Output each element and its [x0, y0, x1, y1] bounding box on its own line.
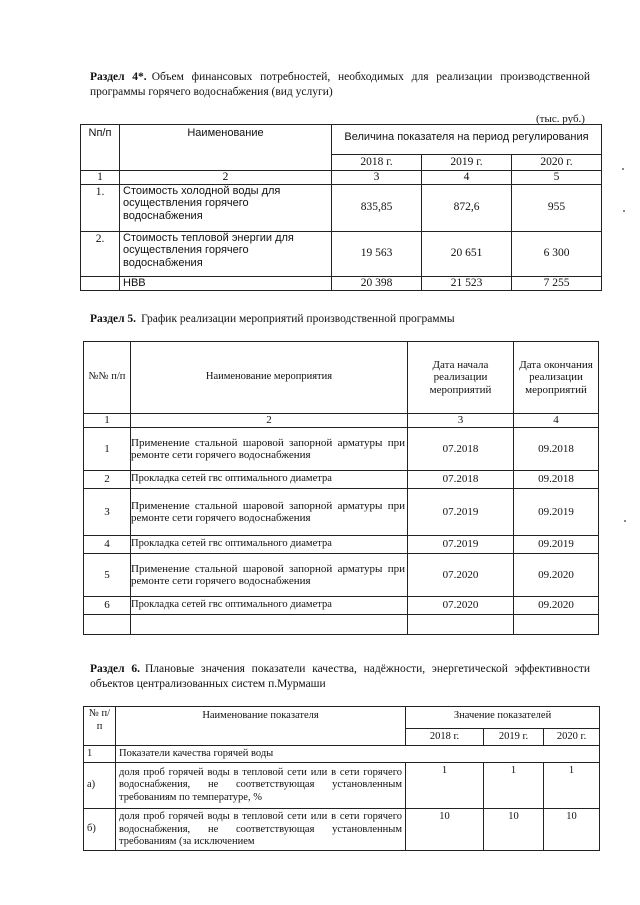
- table-row: [84, 536, 599, 554]
- row-name: Применение стальной шаровой запорной арматуры при ремонте сети горячего водоснабжения: [131, 489, 408, 536]
- index-cell: 3: [408, 414, 514, 428]
- row-name: НВВ: [120, 276, 332, 290]
- empty-cell: [84, 615, 131, 635]
- row-end: 09.2018: [514, 428, 599, 471]
- header-start: Дата начала реализации мероприятий: [408, 342, 514, 414]
- row-end: 09.2019: [514, 489, 599, 536]
- row-value-2019: 21 523: [422, 276, 512, 290]
- header-year-2019: 2019 г.: [484, 729, 544, 746]
- row-value-2018: 10: [406, 809, 484, 851]
- header-name: Наименование: [120, 125, 332, 171]
- row-start: 07.2018: [408, 471, 514, 489]
- row-num: 3: [84, 489, 131, 536]
- index-cell: 2: [131, 414, 408, 428]
- index-cell: 2: [120, 171, 332, 185]
- row-value-2020: 955: [512, 184, 602, 231]
- row-value-2019: 1: [484, 763, 544, 809]
- header-num: № п/п: [84, 707, 116, 746]
- row-value-2018: 1: [406, 763, 484, 809]
- table-row: [84, 597, 599, 615]
- row-name: Прокладка сетей гвс оптимального диаметра: [131, 536, 408, 554]
- row-start: 07.2018: [408, 428, 514, 471]
- table-row-group: [84, 746, 600, 763]
- row-name: Прокладка сетей гвс оптимального диаметра: [131, 471, 408, 489]
- header-num: №№ п/п: [84, 342, 131, 414]
- row-value-2018: 20 398: [332, 276, 422, 290]
- group-num: 1: [84, 746, 116, 763]
- header-name: Наименование мероприятия: [131, 342, 408, 414]
- header-values: Значение показателей: [406, 707, 600, 729]
- row-end: 09.2020: [514, 554, 599, 597]
- row-end: 09.2019: [514, 536, 599, 554]
- row-name: Применение стальной шаровой запорной арматуры при ремонте сети горячего водоснабжения: [131, 554, 408, 597]
- table-row: [84, 471, 599, 489]
- scan-speck: [622, 168, 624, 170]
- table-row: [84, 763, 600, 809]
- row-name: Стоимость тепловой энергии для осуществления горячего водоснабжения: [120, 231, 332, 276]
- row-value-2020: 7 255: [512, 276, 602, 290]
- row-num: а): [84, 763, 116, 809]
- section6-number: Раздел 6.: [90, 663, 140, 675]
- table-row-total: [81, 276, 602, 290]
- row-num: 2: [84, 471, 131, 489]
- header-year-2018: 2018 г.: [332, 155, 422, 171]
- empty-cell: [408, 615, 514, 635]
- financial-needs-table: [80, 124, 602, 291]
- row-value-2018: 19 563: [332, 231, 422, 276]
- row-num: [81, 276, 120, 290]
- section5-heading: [90, 312, 590, 327]
- table-row: [81, 231, 602, 276]
- table-row: [84, 554, 599, 597]
- header-year-2019: 2019 г.: [422, 155, 512, 171]
- table-row: [81, 184, 602, 231]
- scan-speck: [624, 520, 626, 522]
- index-cell: 5: [512, 171, 602, 185]
- index-cell: 4: [514, 414, 599, 428]
- row-value-2020: 1: [544, 763, 600, 809]
- units-label: (тыс. руб.): [536, 113, 585, 125]
- empty-cell: [514, 615, 599, 635]
- header-period: Величина показателя на период регулирования: [332, 125, 602, 155]
- row-name: доля проб горячей воды в тепловой сети или в сети горячего водоснабжения, не соответствующая установленным требованиям (за исключением: [116, 809, 406, 851]
- row-value-2018: 835,85: [332, 184, 422, 231]
- section4-title: Объем финансовых потребностей, необходимых для реализации производственной программы горячего водоснабжения (вид услуги): [90, 71, 590, 98]
- header-year-2020: 2020 г.: [512, 155, 602, 171]
- section5-title: График реализации мероприятий производственной программы: [141, 313, 455, 325]
- row-start: 07.2020: [408, 597, 514, 615]
- section4-heading: [90, 70, 590, 100]
- section6-heading: [90, 662, 590, 692]
- table-row: [84, 428, 599, 471]
- empty-cell: [131, 615, 408, 635]
- row-value-2020: 10: [544, 809, 600, 851]
- row-value-2019: 10: [484, 809, 544, 851]
- row-name: Применение стальной шаровой запорной арматуры при ремонте сети горячего водоснабжения: [131, 428, 408, 471]
- index-cell: 3: [332, 171, 422, 185]
- table-row: [84, 809, 600, 851]
- row-num: 6: [84, 597, 131, 615]
- index-cell: 1: [84, 414, 131, 428]
- index-cell: 4: [422, 171, 512, 185]
- row-value-2020: 6 300: [512, 231, 602, 276]
- row-num: б): [84, 809, 116, 851]
- row-name: доля проб горячей воды в тепловой сети или в сети горячего водоснабжения, не соответствующая установленным требованиям по температуре, %: [116, 763, 406, 809]
- section5-number: Раздел 5.: [90, 313, 137, 325]
- header-year-2018: 2018 г.: [406, 729, 484, 746]
- quality-indicators-table: [83, 706, 600, 851]
- header-end: Дата окончания реализации мероприятий: [514, 342, 599, 414]
- header-name: Наименование показателя: [116, 707, 406, 746]
- row-num: 4: [84, 536, 131, 554]
- row-start: 07.2020: [408, 554, 514, 597]
- group-name: Показатели качества горячей воды: [116, 746, 600, 763]
- row-value-2019: 872,6: [422, 184, 512, 231]
- row-num: 5: [84, 554, 131, 597]
- scan-speck: [623, 210, 625, 212]
- schedule-table: [83, 341, 599, 635]
- row-name: Стоимость холодной воды для осуществления горячего водоснабжения: [120, 184, 332, 231]
- row-end: 09.2018: [514, 471, 599, 489]
- row-start: 07.2019: [408, 536, 514, 554]
- row-num: 1: [84, 428, 131, 471]
- row-num: 1.: [81, 184, 120, 231]
- header-num: Nп/п: [81, 125, 120, 171]
- row-value-2019: 20 651: [422, 231, 512, 276]
- section6-title: Плановые значения показатели качества, надёжности, энергетической эффективности объектов централизованных систем п.Мурмаши: [90, 663, 590, 690]
- index-cell: 1: [81, 171, 120, 185]
- table-row-empty: [84, 615, 599, 635]
- header-year-2020: 2020 г.: [544, 729, 600, 746]
- table-row: [84, 489, 599, 536]
- row-start: 07.2019: [408, 489, 514, 536]
- row-end: 09.2020: [514, 597, 599, 615]
- row-name: Прокладка сетей гвс оптимального диаметра: [131, 597, 408, 615]
- section4-number: Раздел 4*.: [90, 71, 147, 83]
- row-num: 2.: [81, 231, 120, 276]
